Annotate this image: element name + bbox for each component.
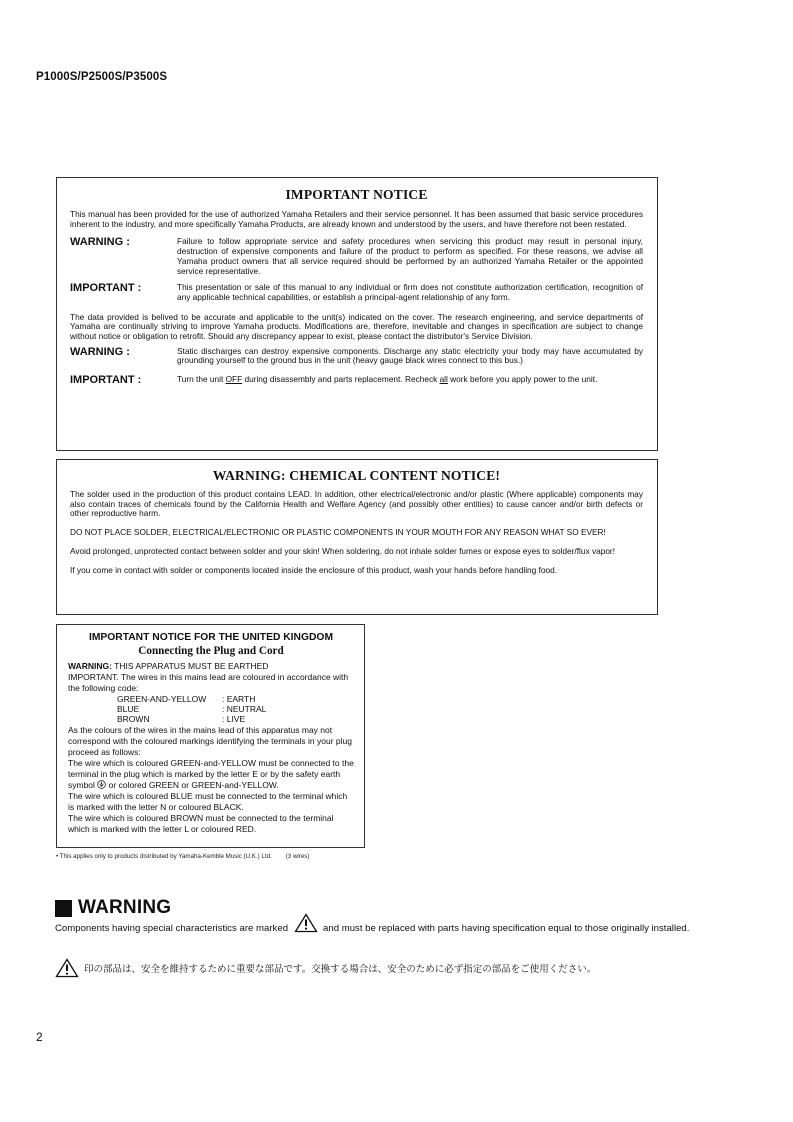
uk-body-1: As the colours of the wires in the mains lead of this apparatus may not correspond with the coloured markings identifying the terminals in your plug proceed as follows: (68, 724, 352, 757)
important-notice-title: IMPORTANT NOTICE (285, 187, 428, 202)
warning-text: Failure to follow appropriate service and safety procedures when servicing this product may result in personal injury, destruction of expensive components and failure of the product to perform as specified. For these reasons, we advise all Yamaha product owners that all service required should be performed by an authorized Yamaha Retailer or the appointed service representative. (177, 236, 643, 276)
uk-body-3: The wire which is coloured BLUE must be connected to the terminal which is marked with the letter N or coloured BLACK. (68, 790, 348, 812)
warning-triangle-icon (55, 958, 79, 978)
chemical-notice-box (56, 459, 658, 615)
japanese-warning-text: 印の部品は、安全を維持するために重要な部品です。交換する場合は、安全のために必ず指定の部品をご使用ください。 (84, 964, 597, 975)
important-row-1 (70, 282, 643, 302)
chemical-paragraph-3: Avoid prolonged, unprotected contact between solder and your skin! When soldering, do not inhale solder fumes or expose eyes to solder/flux vapor! (70, 545, 616, 556)
warning-label: WARNING : (70, 345, 130, 358)
power-off-text: Turn the unit OFF during disassembly and parts replacement. Recheck all work before you apply power to the unit. (177, 374, 598, 385)
uk-footnote: • This applies only to products distributed by Yamaha-Kemble Music (U.K.) Ltd. (3 wires) (56, 853, 310, 860)
wire-row-neutral: BLUE : NEUTRAL (117, 704, 267, 715)
model-header: P1000S/P2500S/P3500S (36, 71, 168, 83)
data-accuracy-paragraph: The data provided is belived to be accurate and applicable to the unit(s) indicated on the cover. The research engineering, and service departments of Yamaha are continually striving to improve Yamaha products. Modifications are, therefore, inevitable and changes in specification are subject to change without notice or obligation to retrofit. Should any discrepancy appear to exist, please contact the distributor's Service Division. (70, 311, 643, 342)
warning-triangle-icon (294, 913, 318, 933)
important-notice-intro: This manual has been provided for the use of authorized Yamaha Retailers and their service personnel. It has been assumed that basic service procedures inherent to the industry, and more specifically Yamaha Products, are already known and understood by the users, and have therefore not been restated. (70, 209, 643, 229)
warning-row-2 (70, 346, 643, 366)
important-notice-box (56, 177, 658, 451)
warning-title: WARNING (78, 897, 172, 918)
warning-row-1 (70, 236, 643, 276)
earth-symbol-icon (97, 780, 106, 789)
all-underlined: all (439, 374, 448, 385)
important-row-2 (70, 374, 643, 386)
important-label: IMPORTANT : (70, 282, 142, 295)
warning-japanese (55, 958, 596, 978)
uk-body-2: The wire which is coloured GREEN-and-YELLOW must be connected to the terminal in the plug which is marked by the letter E or by the safety earth symbol or colored GREEN or GREEN-and-YELLOW. (68, 757, 354, 790)
uk-notice-title: IMPORTANT NOTICE FOR THE UNITED KINGDOM (88, 632, 334, 643)
chemical-paragraph-4: If you come in contact with solder or components located inside the enclosure of this product, wash your hands before handling food. (70, 564, 558, 575)
off-underlined: OFF (225, 374, 243, 385)
static-warning-text: Static discharges can destroy expensive components. Discharge any static electricity your body may have accumulated by grounding yourself to the ground bus in the unit (heavy gauge black wires connect to this bus.) (177, 345, 643, 366)
uk-warning-line: WARNING: THIS APPARATUS MUST BE EARTHED (68, 661, 269, 671)
warning-label: WARNING : (70, 236, 130, 249)
uk-body-4: The wire which is coloured BROWN must be connected to the terminal which is marked with the letter L or coloured RED. (68, 812, 334, 834)
page-number: 2 (36, 1030, 43, 1044)
uk-intro: IMPORTANT. The wires in this mains lead are coloured in accordance with the following code: (68, 672, 349, 693)
wire-row-earth: GREEN-AND-YELLOW : EARTH (117, 694, 256, 704)
chemical-paragraph-1: The solder used in the production of this product contains LEAD. In addition, other electrical/electronic and/or plastic (Where applicable) components may also contain traces of chemicals found by the California Health and Welfare Agency (and possibly other entities) to cause cancer and/or birth defects or other reproductive harm. (70, 489, 643, 519)
chemical-notice-title: WARNING: CHEMICAL CONTENT NOTICE! (212, 468, 501, 483)
chemical-paragraph-2: DO NOT PLACE SOLDER, ELECTRICAL/ELECTRONIC OR PLASTIC COMPONENTS IN YOUR MOUTH FOR ANY REASON WHAT SO EVER! (70, 527, 606, 538)
uk-notice-box (56, 624, 365, 848)
important-label: IMPORTANT : (70, 374, 142, 387)
warning-description: Components having special characteristics are marked and must be replaced with parts having specification equal to those originally installed. (55, 913, 695, 934)
uk-notice-subtitle: Connecting the Plug and Cord (138, 645, 284, 657)
important-text: This presentation or sale of this manual to any individual or firm does not constitute authorization certification, recognition of any applicable technical capabilities, or establish a principal-agent relationship of any form. (177, 282, 643, 302)
wire-row-live: BROWN : LIVE (117, 714, 246, 725)
